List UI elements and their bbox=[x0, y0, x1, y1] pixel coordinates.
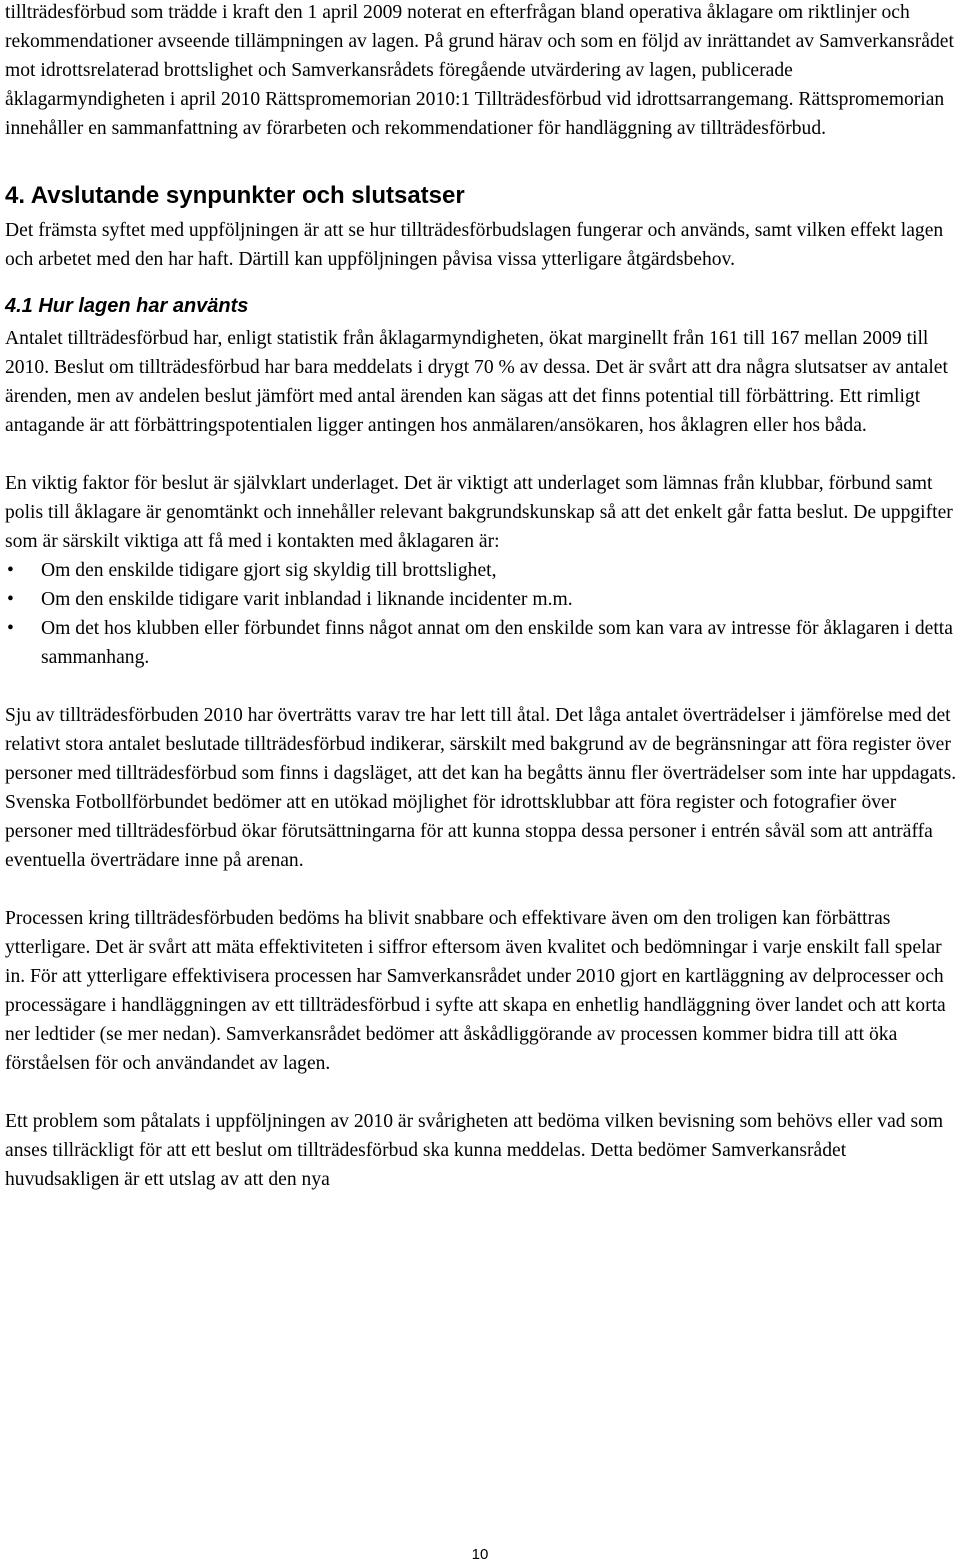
bullet-list bbox=[5, 556, 957, 672]
list-item bbox=[5, 614, 957, 672]
section-4-heading: 4. Avslutande synpunkter och slutsatser bbox=[5, 182, 465, 209]
intro-paragraph: tillträdesförbud som trädde i kraft den 1 april 2009 noterat en efterfrågan bland operativa åklagare om riktlinjer och rekommendationer avseende tillämpningen av lagen. På grund härav och som en följd av inrättandet av Samverkansrådet mot idrottsrelaterad brottslighet och Samverkansrådets föregående utvärdering av lagen, publicerade åklagarmyndigheten i april 2010 Rättspromemorian 2010:1 Tillträdesförbud vid idrottsarrangemang. Rättspromemorian innehåller en sammanfattning av förarbeten och rekommendationer för handläggning av tillträdesförbud. bbox=[5, 2, 954, 139]
list-item bbox=[5, 556, 957, 585]
process-paragraph: Processen kring tillträdesförbuden bedöms ha blivit snabbare och effektivare även om den troligen kan förbättras ytterligare. Det är svårt att mäta effektiviteten i siffror eftersom även kvalitet och bedömningar i varje enskilt fall spelar in. För att ytterligare effektivisera processen har Samverkansrådet under 2010 gjort en kartläggning av delprocesser och processägare i handläggningen av ett tillträdesförbud i syfte att skapa en enhetlig handläggning över landet och att korta ner ledtider (se mer nedan). Samverkansrådet bedömer att åskådliggörande av processen kommer bidra till att öka förståelsen för och användandet av lagen. bbox=[5, 908, 946, 1074]
evidence-paragraph: Ett problem som påtalats i uppföljningen av 2010 är svårigheten att bedöma vilken bevisning som behövs eller vad som anses tillräckligt för att ett beslut om tillträdesförbud ska kunna meddelas. Detta bedömer Samverkansrådet huvudsakligen är ett utslag av att den nya bbox=[5, 1111, 944, 1190]
document-page bbox=[5, 0, 957, 1194]
bullet-icon: • bbox=[7, 618, 14, 639]
usage-paragraph: Antalet tillträdesförbud har, enligt statistik från åklagarmyndigheten, ökat marginellt från 161 till 167 mellan 2009 till 2010. Beslut om tillträdesförbud har bara meddelats i drygt 70 % av dessa. Det är svårt att dra några slutsatser av antalet ärenden, men av andelen beslut jämfört med antal ärenden kan sägas att det finns potential till förbättring. Ett rimligt antagande är att förbättringspotentialen ligger antingen hos anmälaren/ansökaren, hos åklagren eller hos båda. bbox=[5, 328, 948, 436]
bullet-icon: • bbox=[7, 589, 14, 610]
bullet-icon: • bbox=[7, 560, 14, 581]
violations-paragraph: Sju av tillträdesförbuden 2010 har överträtts varav tre har lett till åtal. Det låga antalet överträdelser i jämförelse med det relativt stora antalet beslutade tillträdesförbud indikerar, särskilt med bakgrund av de begränsningar att föra register över personer med tillträdesförbud som finns i dagsläget, att det kan ha begåtts ännu fler överträdelser som inte har uppdagats. Svenska Fotbollförbundet bedömer att en utökad möjlighet för idrottsklubbar att föra register och fotografier över personer med tillträdesförbud ökar förutsättningarna för att kunna stoppa dessa personer i entrén såväl som att anträffa eventuella överträdare inne på arenan. bbox=[5, 705, 957, 871]
section-4-1-heading: 4.1 Hur lagen har använts bbox=[5, 295, 249, 317]
list-item bbox=[5, 585, 957, 614]
list-item-text: Om den enskilde tidigare gjort sig skyldig till brottslighet, bbox=[41, 560, 497, 581]
list-item-text: Om den enskilde tidigare varit inblandad i liknande incidenter m.m. bbox=[41, 589, 573, 610]
decision-basis-paragraph: En viktig faktor för beslut är självklart underlaget. Det är viktigt att underlaget som lämnas från klubbar, förbund samt polis till åklagare är genomtänkt och innehåller relevant bakgrundskunskap så att det enkelt går fatta beslut. De uppgifter som är särskilt viktiga att få med i kontakten med åklagaren är: bbox=[5, 473, 953, 552]
list-item-text: Om det hos klubben eller förbundet finns något annat om den enskilde som kan vara av intresse för åklagaren i detta sammanhang. bbox=[41, 618, 953, 668]
section-4-paragraph: Det främsta syftet med uppföljningen är att se hur tillträdesförbudslagen fungerar och används, samt vilken effekt lagen och arbetet med den har haft. Därtill kan uppföljningen påvisa vissa ytterligare åtgärdsbehov. bbox=[5, 220, 944, 270]
page-number: 10 bbox=[471, 1546, 489, 1563]
